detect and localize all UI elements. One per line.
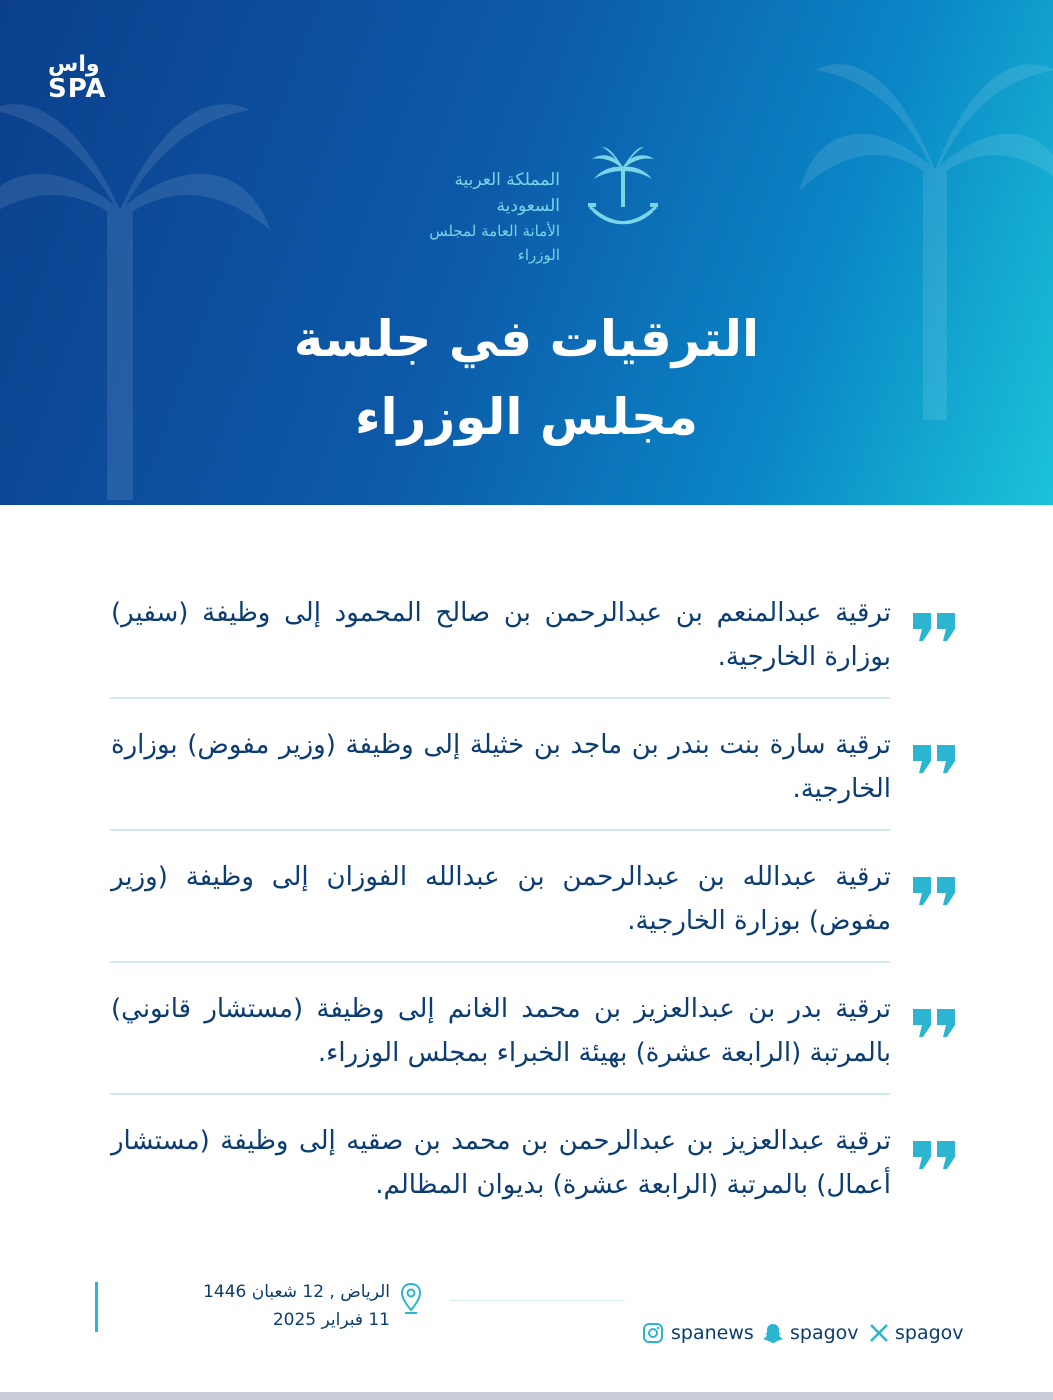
divider <box>110 1093 890 1095</box>
list-item <box>108 1103 963 1235</box>
location-hijri-date: الرياض , 12 شعبان 1446 <box>203 1282 390 1302</box>
gregorian-date: 11 فبراير 2025 <box>272 1310 390 1330</box>
footer-divider <box>450 1300 625 1301</box>
promotions-list <box>108 575 963 1235</box>
header-banner <box>0 0 1053 505</box>
divider <box>110 961 890 963</box>
promotion-text: ترقية عبدالعزيز بن عبدالرحمن بن محمد بن صقيه إلى وظيفة (مستشار أعمال) بالمرتبة (الرابعة عشرة) بديوان المظالم. <box>111 1126 891 1200</box>
logo-arabic-text: واس <box>48 52 100 77</box>
quote-icon <box>911 741 959 777</box>
list-item <box>108 575 963 707</box>
list-item <box>108 839 963 971</box>
spa-logo <box>48 52 128 106</box>
snapchat-icon[interactable] <box>762 1322 784 1344</box>
quote-icon <box>911 873 959 909</box>
title-line-2: مجلس الوزراء <box>354 388 699 446</box>
location-text <box>108 1278 390 1334</box>
promotion-text: ترقية سارة بنت بندر بن ماجد بن خثيلة إلى وظيفة (وزير مفوض) بوزارة الخارجية. <box>111 730 891 804</box>
bottom-bar <box>0 1392 1053 1400</box>
promotion-text: ترقية عبدالله بن عبدالرحمن بن عبدالله الفوزان إلى وظيفة (وزير مفوض) بوزارة الخارجية. <box>111 862 891 936</box>
list-item <box>108 971 963 1103</box>
x-handle[interactable]: spagov <box>895 1322 964 1344</box>
quote-icon <box>911 1005 959 1041</box>
government-emblem <box>400 145 660 264</box>
divider <box>110 829 890 831</box>
social-handles <box>640 1318 965 1348</box>
logo-latin-text: SPA <box>48 74 107 104</box>
list-item <box>108 707 963 839</box>
map-pin-icon <box>400 1282 422 1314</box>
emblem-line-secretariat: الأمانة العامة لمجلس الوزراء <box>429 222 560 264</box>
palm-and-swords-icon <box>586 145 660 235</box>
page-title <box>150 300 903 456</box>
quote-icon <box>911 1137 959 1173</box>
location-date <box>95 1278 435 1334</box>
quote-icon <box>911 609 959 645</box>
emblem-text <box>400 167 560 267</box>
location-accent-bar <box>95 1282 98 1332</box>
promotion-text: ترقية عبدالمنعم بن عبدالرحمن بن صالح المحمود إلى وظيفة (سفير) بوزارة الخارجية. <box>111 598 891 672</box>
snapchat-handle[interactable]: spagov <box>790 1322 859 1344</box>
instagram-handle[interactable]: spanews <box>671 1322 754 1344</box>
promotion-text: ترقية بدر بن عبدالعزيز بن محمد الغانم إلى وظيفة (مستشار قانوني) بالمرتبة (الرابعة عشرة) بهيئة الخبراء بمجلس الوزراء. <box>111 994 891 1068</box>
emblem-line-kingdom: المملكة العربية السعودية <box>454 170 560 216</box>
instagram-icon[interactable] <box>642 1322 664 1344</box>
divider <box>110 697 890 699</box>
x-icon[interactable] <box>868 1322 890 1344</box>
title-line-1: الترقيات في جلسة <box>293 310 760 368</box>
